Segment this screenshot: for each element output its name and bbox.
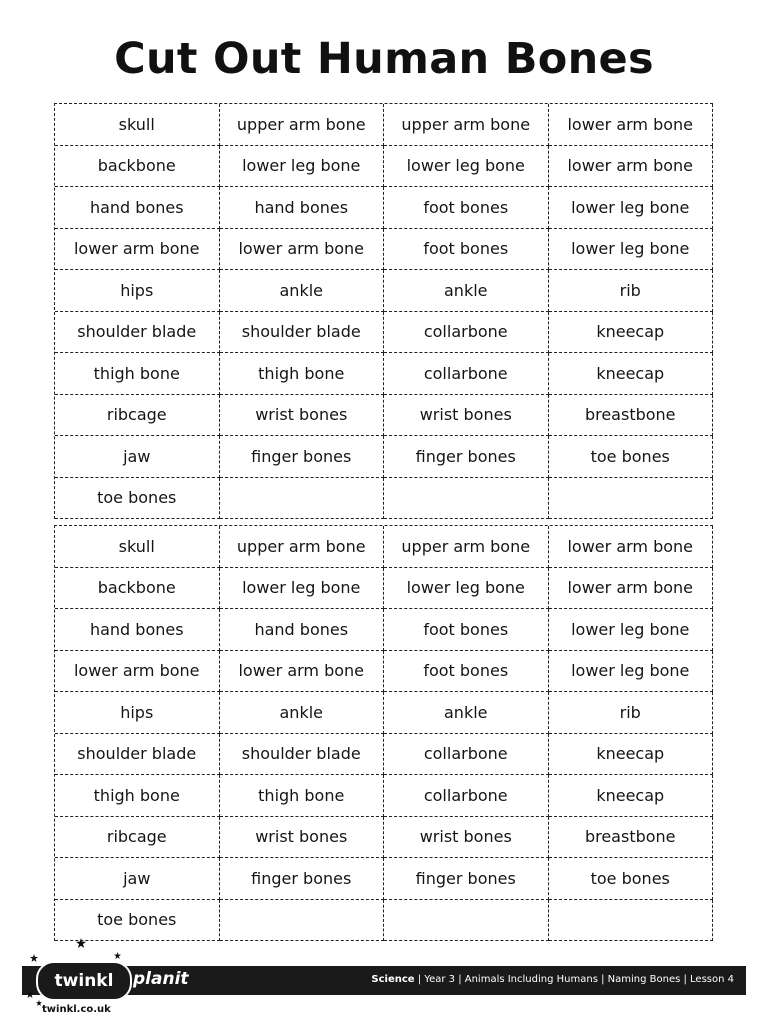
bone-card[interactable]: hips: [55, 270, 220, 312]
bone-card[interactable]: shoulder blade: [55, 734, 220, 776]
bone-card[interactable]: hand bones: [220, 609, 385, 651]
bone-card[interactable]: lower arm bone: [549, 146, 714, 188]
bone-card[interactable]: lower leg bone: [384, 568, 549, 610]
bone-card[interactable]: hand bones: [55, 187, 220, 229]
bone-card[interactable]: rib: [549, 270, 714, 312]
twinkl-logo[interactable]: [26, 938, 136, 1024]
bone-card[interactable]: shoulder blade: [55, 312, 220, 354]
bone-card[interactable]: collarbone: [384, 312, 549, 354]
bone-card[interactable]: lower leg bone: [549, 229, 714, 271]
bone-card[interactable]: ankle: [220, 270, 385, 312]
bone-card[interactable]: thigh bone: [220, 353, 385, 395]
bone-card[interactable]: collarbone: [384, 734, 549, 776]
bone-card[interactable]: shoulder blade: [220, 734, 385, 776]
bone-card[interactable]: rib: [549, 692, 714, 734]
page-title: Cut Out Human Bones: [114, 34, 654, 84]
bone-card[interactable]: skull: [55, 104, 220, 146]
star-icon: [76, 938, 86, 948]
bone-card-grid-1: [54, 103, 713, 519]
bone-card[interactable]: lower arm bone: [55, 229, 220, 271]
breadcrumb-subject: Science: [371, 974, 415, 985]
bone-card[interactable]: foot bones: [384, 651, 549, 693]
bone-card[interactable]: lower leg bone: [549, 651, 714, 693]
bone-card[interactable]: foot bones: [384, 187, 549, 229]
logo-url[interactable]: twinkl.co.uk: [42, 1004, 111, 1015]
empty-card: [549, 478, 714, 520]
bone-card[interactable]: hand bones: [55, 609, 220, 651]
bone-card[interactable]: collarbone: [384, 775, 549, 817]
bone-card[interactable]: lower arm bone: [549, 568, 714, 610]
bone-card[interactable]: backbone: [55, 146, 220, 188]
bone-card[interactable]: foot bones: [384, 609, 549, 651]
bone-card[interactable]: lower arm bone: [220, 651, 385, 693]
bone-card[interactable]: wrist bones: [384, 817, 549, 859]
empty-card: [384, 900, 549, 942]
bone-card[interactable]: lower leg bone: [384, 146, 549, 188]
bone-card[interactable]: toe bones: [55, 900, 220, 942]
bone-card[interactable]: thigh bone: [220, 775, 385, 817]
bone-card[interactable]: thigh bone: [55, 353, 220, 395]
bone-card[interactable]: ankle: [384, 692, 549, 734]
bone-card[interactable]: skull: [55, 526, 220, 568]
bone-card[interactable]: ribcage: [55, 817, 220, 859]
bone-card[interactable]: jaw: [55, 436, 220, 478]
bone-card[interactable]: finger bones: [220, 858, 385, 900]
bone-card[interactable]: lower arm bone: [549, 526, 714, 568]
bone-card[interactable]: lower arm bone: [220, 229, 385, 271]
breadcrumb-path: | Year 3 | Animals Including Humans | Naming Bones | Lesson 4: [414, 974, 734, 985]
bone-card[interactable]: backbone: [55, 568, 220, 610]
bone-card[interactable]: upper arm bone: [220, 104, 385, 146]
star-icon: [26, 990, 34, 998]
bone-card[interactable]: jaw: [55, 858, 220, 900]
bone-card[interactable]: lower arm bone: [55, 651, 220, 693]
bone-card[interactable]: toe bones: [549, 436, 714, 478]
bone-card[interactable]: lower arm bone: [549, 104, 714, 146]
bone-card[interactable]: thigh bone: [55, 775, 220, 817]
bone-card[interactable]: wrist bones: [384, 395, 549, 437]
bone-card[interactable]: lower leg bone: [220, 146, 385, 188]
bone-card[interactable]: kneecap: [549, 775, 714, 817]
bone-card[interactable]: finger bones: [220, 436, 385, 478]
bone-card[interactable]: upper arm bone: [384, 526, 549, 568]
logo-pill: [36, 961, 132, 1001]
bone-card[interactable]: lower leg bone: [220, 568, 385, 610]
breadcrumb: [371, 974, 734, 985]
bone-card[interactable]: kneecap: [549, 353, 714, 395]
bone-card[interactable]: breastbone: [549, 395, 714, 437]
bone-card[interactable]: hips: [55, 692, 220, 734]
logo-text: twinkl: [54, 971, 114, 991]
bone-card[interactable]: finger bones: [384, 858, 549, 900]
bone-card[interactable]: ribcage: [55, 395, 220, 437]
planit-logo: planit: [133, 969, 189, 989]
bone-card[interactable]: lower leg bone: [549, 609, 714, 651]
empty-card: [549, 900, 714, 942]
bone-card[interactable]: hand bones: [220, 187, 385, 229]
bone-card[interactable]: breastbone: [549, 817, 714, 859]
bone-card[interactable]: wrist bones: [220, 395, 385, 437]
bone-card-grid-2: [54, 525, 713, 941]
bone-card[interactable]: kneecap: [549, 734, 714, 776]
bone-card[interactable]: foot bones: [384, 229, 549, 271]
bone-card[interactable]: wrist bones: [220, 817, 385, 859]
bone-card[interactable]: toe bones: [55, 478, 220, 520]
bone-card[interactable]: collarbone: [384, 353, 549, 395]
bone-card[interactable]: kneecap: [549, 312, 714, 354]
star-icon: [30, 954, 38, 962]
bone-card[interactable]: ankle: [220, 692, 385, 734]
bone-card[interactable]: toe bones: [549, 858, 714, 900]
bone-card[interactable]: lower leg bone: [549, 187, 714, 229]
empty-card: [384, 478, 549, 520]
bone-card[interactable]: upper arm bone: [384, 104, 549, 146]
bone-card[interactable]: upper arm bone: [220, 526, 385, 568]
bone-card[interactable]: finger bones: [384, 436, 549, 478]
bone-card[interactable]: ankle: [384, 270, 549, 312]
star-icon: [114, 952, 121, 959]
empty-card: [220, 900, 385, 942]
empty-card: [220, 478, 385, 520]
bone-card[interactable]: shoulder blade: [220, 312, 385, 354]
